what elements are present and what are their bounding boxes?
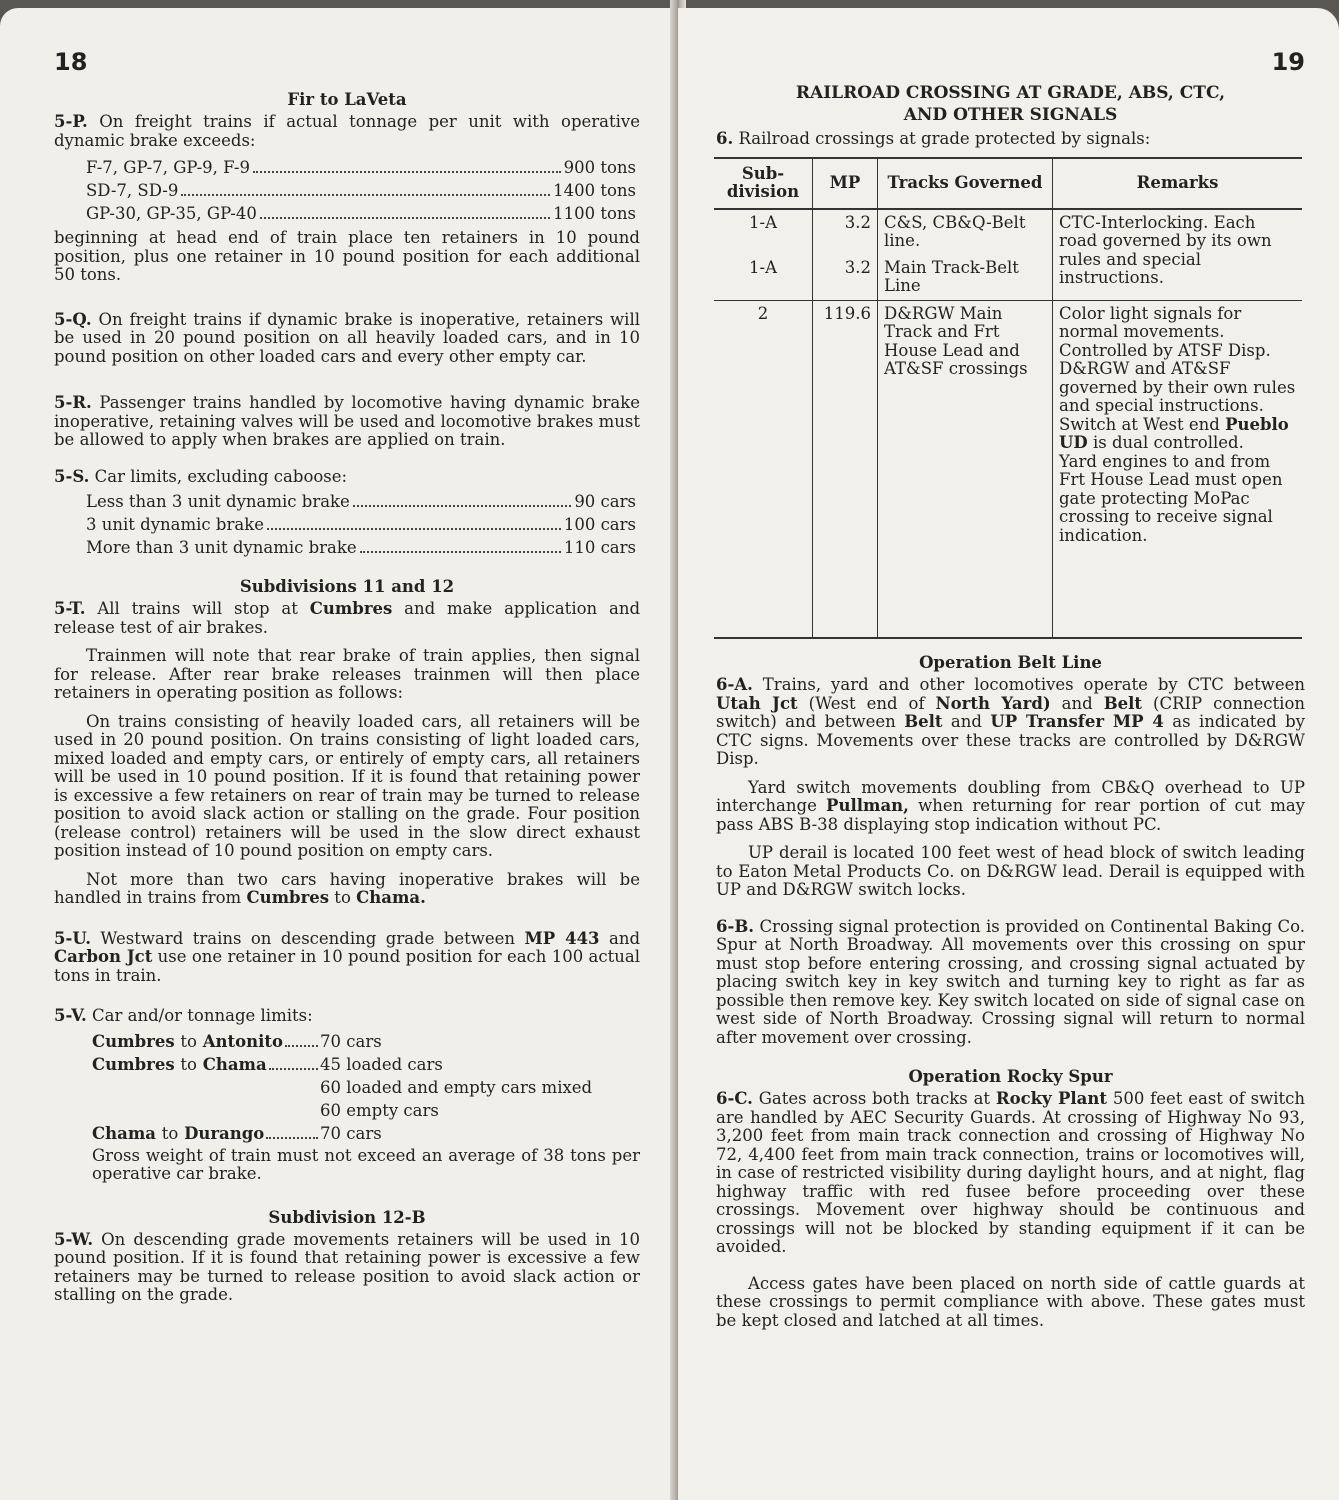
heading-subdivision-12b: Subdivision 12-B: [268, 1207, 426, 1227]
tonnage-row: [86, 202, 636, 225]
cell-remarks: [1053, 300, 1303, 549]
cell-tracks: D&RGW Main Track and Frt House Lead and AT&SF crossings: [878, 300, 1053, 549]
page-number-left: 18: [54, 48, 88, 76]
rule-text: On freight trains if actual tonnage per unit with operative dynamic brake exceeds:: [54, 112, 640, 150]
dot-leader: [285, 1030, 318, 1047]
limit-row-chama-durango: [92, 1122, 640, 1145]
tonnage-row: [86, 179, 636, 202]
gross-weight-note: Gross weight of train must not exceed an average of 38 tons per operative car brake.: [92, 1145, 640, 1183]
heading-fir-to-laveta: Fir to LaVeta: [287, 90, 407, 109]
rule-6a-para3: UP derail is located 100 feet west of head block of switch leading to Eaton Metal Products Co. on D&RGW lead. Derail is equipped with UP and D&RGW switch locks.: [716, 843, 1305, 899]
place-name: Belt: [1103, 693, 1143, 713]
heading-operation-belt-line: Operation Belt Line: [919, 653, 1102, 672]
place-name: Belt: [904, 712, 943, 731]
cell-tracks: C&S, CB&Q-Belt line.: [878, 209, 1053, 255]
limit-value: 45 loaded cars: [320, 1054, 443, 1074]
heading-line: AND OTHER SIGNALS: [903, 105, 1118, 125]
limit-value: 60 empty cars: [320, 1100, 439, 1120]
heading-subdivisions-11-12: Subdivisions 11 and 12: [239, 577, 455, 596]
text-run: and: [599, 928, 641, 948]
tonnage-list: [54, 156, 640, 225]
cell-subdivision: 1-A: [749, 212, 777, 232]
empty-cell: [813, 549, 878, 638]
cell-subdivision: 2: [757, 303, 769, 323]
rule-5p-continued: beginning at head end of train place ten retainers in 10 pound position, plus one retainer in 10 pound position for each additional 50 tons.: [54, 228, 640, 284]
limit-row-cumbres-chama: [92, 1053, 640, 1076]
rule-text: Passenger trains handled by locomotive having dynamic brake inoperative, retaining valves will be used and locomotive brakes must be allowed to apply when brakes are applied on train.: [54, 393, 641, 449]
rule-label: 6-A.: [716, 675, 753, 694]
left-page: [0, 8, 676, 1500]
empty-cell: [1053, 549, 1303, 638]
place-name: Pueblo UD: [1059, 414, 1289, 452]
text-run: when returning for rear portion of cut may pass ABS B-38 displaying stop indication without PC.: [716, 796, 1305, 834]
tonnage-limits-list: [92, 1030, 640, 1184]
rule-5q: [54, 311, 640, 367]
car-limits-list: [54, 490, 640, 559]
text-run: 500 feet east of switch are handled by AEC Security Guards. At crossing of Highway No 93, 3,200 feet from main track connection and crossing of Highway No 72, 4,400 feet from main track connection, trains or locomotives will, in case of restricted visibility during daylight hours, and at night, flag highway traffic with red fusee before proceeding over these crossings. Movement over highway should be continuous and crossings will not be blocked by standing equipment if it can be avoided.: [716, 1089, 1306, 1256]
rule-label: 5-W.: [54, 1229, 94, 1249]
text-run: Trains, yard and other locomotives operate by CTC between: [762, 675, 1305, 694]
rule-label: 6-C.: [716, 1089, 753, 1108]
limit-value: 70 cars: [320, 1123, 382, 1143]
to-word: to: [161, 1123, 179, 1143]
limit-name: Less than 3 unit dynamic brake: [86, 492, 350, 511]
col-tracks: Tracks Governed: [878, 158, 1053, 209]
limit-value: 60 loaded and empty cars mixed: [320, 1077, 593, 1097]
remark-switch: [1059, 416, 1296, 453]
text-run: to: [329, 888, 357, 907]
place-name: Chama.: [356, 888, 426, 907]
text-run: use one retainer in 10 pound position for each 100 actual tons in train.: [54, 947, 640, 985]
car-limit-row: [86, 513, 636, 536]
cell-mp: 119.6: [813, 300, 878, 549]
place-name: MP 443: [524, 928, 600, 948]
place-name: North Yard): [935, 693, 1051, 713]
rule-6c-para2: Access gates have been placed on north side of cattle guards at these crossings to permit compliance with above. These gates must be kept closed and latched at all times.: [716, 1273, 1305, 1330]
text-run: Gates across both tracks at: [758, 1089, 996, 1108]
heading-line: RAILROAD CROSSING AT GRADE, ABS, CTC,: [795, 83, 1226, 103]
unit-value: 1400 tons: [553, 181, 636, 200]
table-row: [714, 300, 1302, 549]
heading-railroad-crossing: [716, 82, 1305, 126]
text-run: (CRIP connection switch) and between: [716, 693, 1306, 731]
rule-5w: [54, 1231, 640, 1305]
cell-mp: 3.2: [813, 209, 878, 255]
dot-leader: [181, 179, 550, 196]
place-to: Antonito: [202, 1031, 284, 1051]
col-remarks: Remarks: [1053, 158, 1303, 209]
unit-name: GP-30, GP-35, GP-40: [86, 204, 257, 223]
rule-5v: [54, 1007, 640, 1026]
limit-name: More than 3 unit dynamic brake: [86, 538, 357, 557]
dot-leader: [260, 202, 550, 219]
rule-6c: [716, 1090, 1305, 1257]
place-from: Cumbres: [92, 1054, 175, 1074]
col-mp: MP: [813, 158, 878, 209]
rule-label: 5-R.: [54, 393, 92, 412]
place-to: Chama: [202, 1054, 267, 1074]
right-page: [678, 8, 1339, 1500]
rule-text: Car and/or tonnage limits:: [92, 1006, 313, 1025]
car-limit-row: [86, 536, 636, 559]
unit-value: 1100 tons: [553, 204, 636, 223]
rule-text: Crossing signal protection is provided on Continental Baking Co. Spur at North Broadway. All movements over this crossing on spur must stop before entering crossing, and crossing signal actuated by placing switch key in key switch and turning key to right as far as possible then remove key. Key switch located on side of signal case on west side of North Broadway. Crossing signal will return to normal after movement over crossing.: [716, 916, 1305, 1047]
rule-label: 6.: [716, 129, 734, 148]
rule-text: On freight trains if dynamic brake is inoperative, retainers will be used in 20 pound position on all heavily loaded cars, and in 10 pound position on other loaded cars and every other empty car.: [54, 309, 640, 366]
car-limit-row: [86, 490, 636, 513]
text-run: Westward trains on descending grade between: [100, 928, 525, 948]
text-run: and: [942, 712, 991, 731]
table-filler-row: [714, 549, 1302, 638]
heading-operation-rocky-spur: Operation Rocky Spur: [908, 1067, 1113, 1086]
text-run: and: [1050, 693, 1104, 713]
cell-tracks: Main Track-Belt Line: [878, 255, 1053, 301]
remark-yard-engines: Yard engines to and from Frt House Lead must open gate protecting MoPac crossing to receive signal indication.: [1059, 451, 1283, 545]
dot-leader: [266, 1122, 318, 1139]
rule-5t-para4: [54, 871, 640, 908]
text-run: Switch at West end: [1059, 414, 1226, 434]
text-run: Yard switch movements doubling from CB&Q overhead to UP interchange: [716, 777, 1305, 815]
rule-5t-para3: On trains consisting of heavily loaded cars, all retainers will be used in 20 pound position. On trains consisting of light loaded cars, mixed loaded and empty cars, or entirely of empty cars, all retainers will be used in 10 pound position. If it is found that retaining power is excessive a few retainers on rear of train may be turned to release position to avoid slack action or stalling on the grade. Four position (release control) retainers will be used in the slow direct exhaust position instead of 10 pound position on empty cars.: [54, 711, 640, 860]
dot-leader: [269, 1053, 318, 1070]
rule-label: 6-B.: [716, 916, 755, 936]
limit-value: 90 cars: [574, 492, 636, 511]
text-run: Not more than two cars having inoperative brakes will be handled in trains from: [54, 869, 640, 907]
rule-label: 5-U.: [54, 928, 91, 948]
to-word: to: [180, 1054, 197, 1074]
tonnage-row: [86, 156, 636, 179]
place-from: Chama: [92, 1123, 156, 1143]
place-from: Cumbres: [92, 1031, 175, 1051]
text-run: and make application and release test of air brakes.: [54, 599, 641, 637]
remark-color-light: Color light signals for normal movements. Controlled by ATSF Disp. D&RGW and AT&SF governed by their own rules and special instructions.: [1059, 303, 1296, 415]
dot-leader: [253, 156, 561, 173]
col-subdivision: Sub-division: [714, 158, 813, 209]
text-run: (West end of: [797, 693, 936, 713]
place-name: Rocky Plant: [995, 1089, 1107, 1108]
rule-5s: [54, 468, 640, 487]
rule-text: Railroad crossings at grade protected by signals:: [738, 129, 1151, 148]
place-to: Durango: [184, 1123, 265, 1143]
limit-value: 110 cars: [563, 538, 636, 557]
limit-row-cumbres-antonito: [92, 1030, 640, 1053]
crossings-table: [714, 157, 1302, 640]
place-name: Utah Jct: [716, 693, 798, 713]
limit-name: 3 unit dynamic brake: [86, 515, 264, 534]
text-run: is dual controlled.: [1087, 433, 1244, 452]
cell-mp: 3.2: [813, 255, 878, 301]
page-number-right: 19: [1271, 48, 1305, 76]
rule-label: 5-S.: [54, 466, 90, 486]
rule-text: Car limits, excluding caboose:: [94, 466, 348, 486]
to-word: to: [180, 1031, 197, 1051]
place-name: Pullman,: [826, 796, 909, 815]
limit-value: 70 cars: [320, 1031, 382, 1051]
rule-label: 5-V.: [54, 1006, 87, 1025]
unit-name: F-7, GP-7, GP-9, F-9: [86, 158, 250, 177]
rule-6a-para2: [716, 779, 1305, 835]
unit-value: 900 tons: [563, 158, 636, 177]
table-header-row: [714, 158, 1302, 209]
rule-6b: [716, 918, 1305, 1048]
rule-5t-para2: Trainmen will note that rear brake of train applies, then signal for release. After rear brake releases trainmen will then place retainers in operating position as follows:: [54, 646, 640, 702]
limit-value: 100 cars: [563, 515, 636, 534]
dot-leader: [360, 536, 561, 553]
unit-name: SD-7, SD-9: [86, 181, 179, 200]
cell-remarks: CTC-Interlocking. Each road governed by its own rules and special instructions.: [1053, 209, 1303, 301]
table-row: [714, 209, 1302, 255]
empty-cell: [714, 549, 813, 638]
text-run: as indicated by CTC signs. Movements over these tracks are controlled by D&RGW Disp.: [716, 712, 1306, 768]
rule-6: [716, 130, 1305, 149]
rule-5p: [54, 113, 640, 150]
rule-5r: [54, 394, 640, 450]
rule-label: 5-T.: [54, 599, 86, 618]
place-name: Carbon Jct: [54, 947, 153, 966]
rule-5t: [54, 600, 640, 637]
rule-text: On descending grade movements retainers will be used in 10 pound position. If it is found that retaining power is excessive a few retainers may be turned to release position to avoid slack action or stalling on the grade.: [54, 1229, 640, 1304]
dot-leader: [267, 513, 561, 530]
place-name: Cumbres: [246, 888, 330, 907]
text-run: All trains will stop at: [97, 599, 310, 618]
cell-subdivision: 1-A: [714, 255, 813, 301]
rule-label: 5-Q.: [54, 309, 92, 329]
empty-cell: [878, 549, 1053, 638]
rule-label: 5-P.: [54, 112, 88, 131]
rule-5u: [54, 930, 640, 986]
place-name: UP Transfer MP 4: [990, 712, 1164, 731]
dot-leader: [353, 490, 571, 507]
place-name: Cumbres: [309, 599, 393, 618]
rule-6a: [716, 676, 1305, 769]
